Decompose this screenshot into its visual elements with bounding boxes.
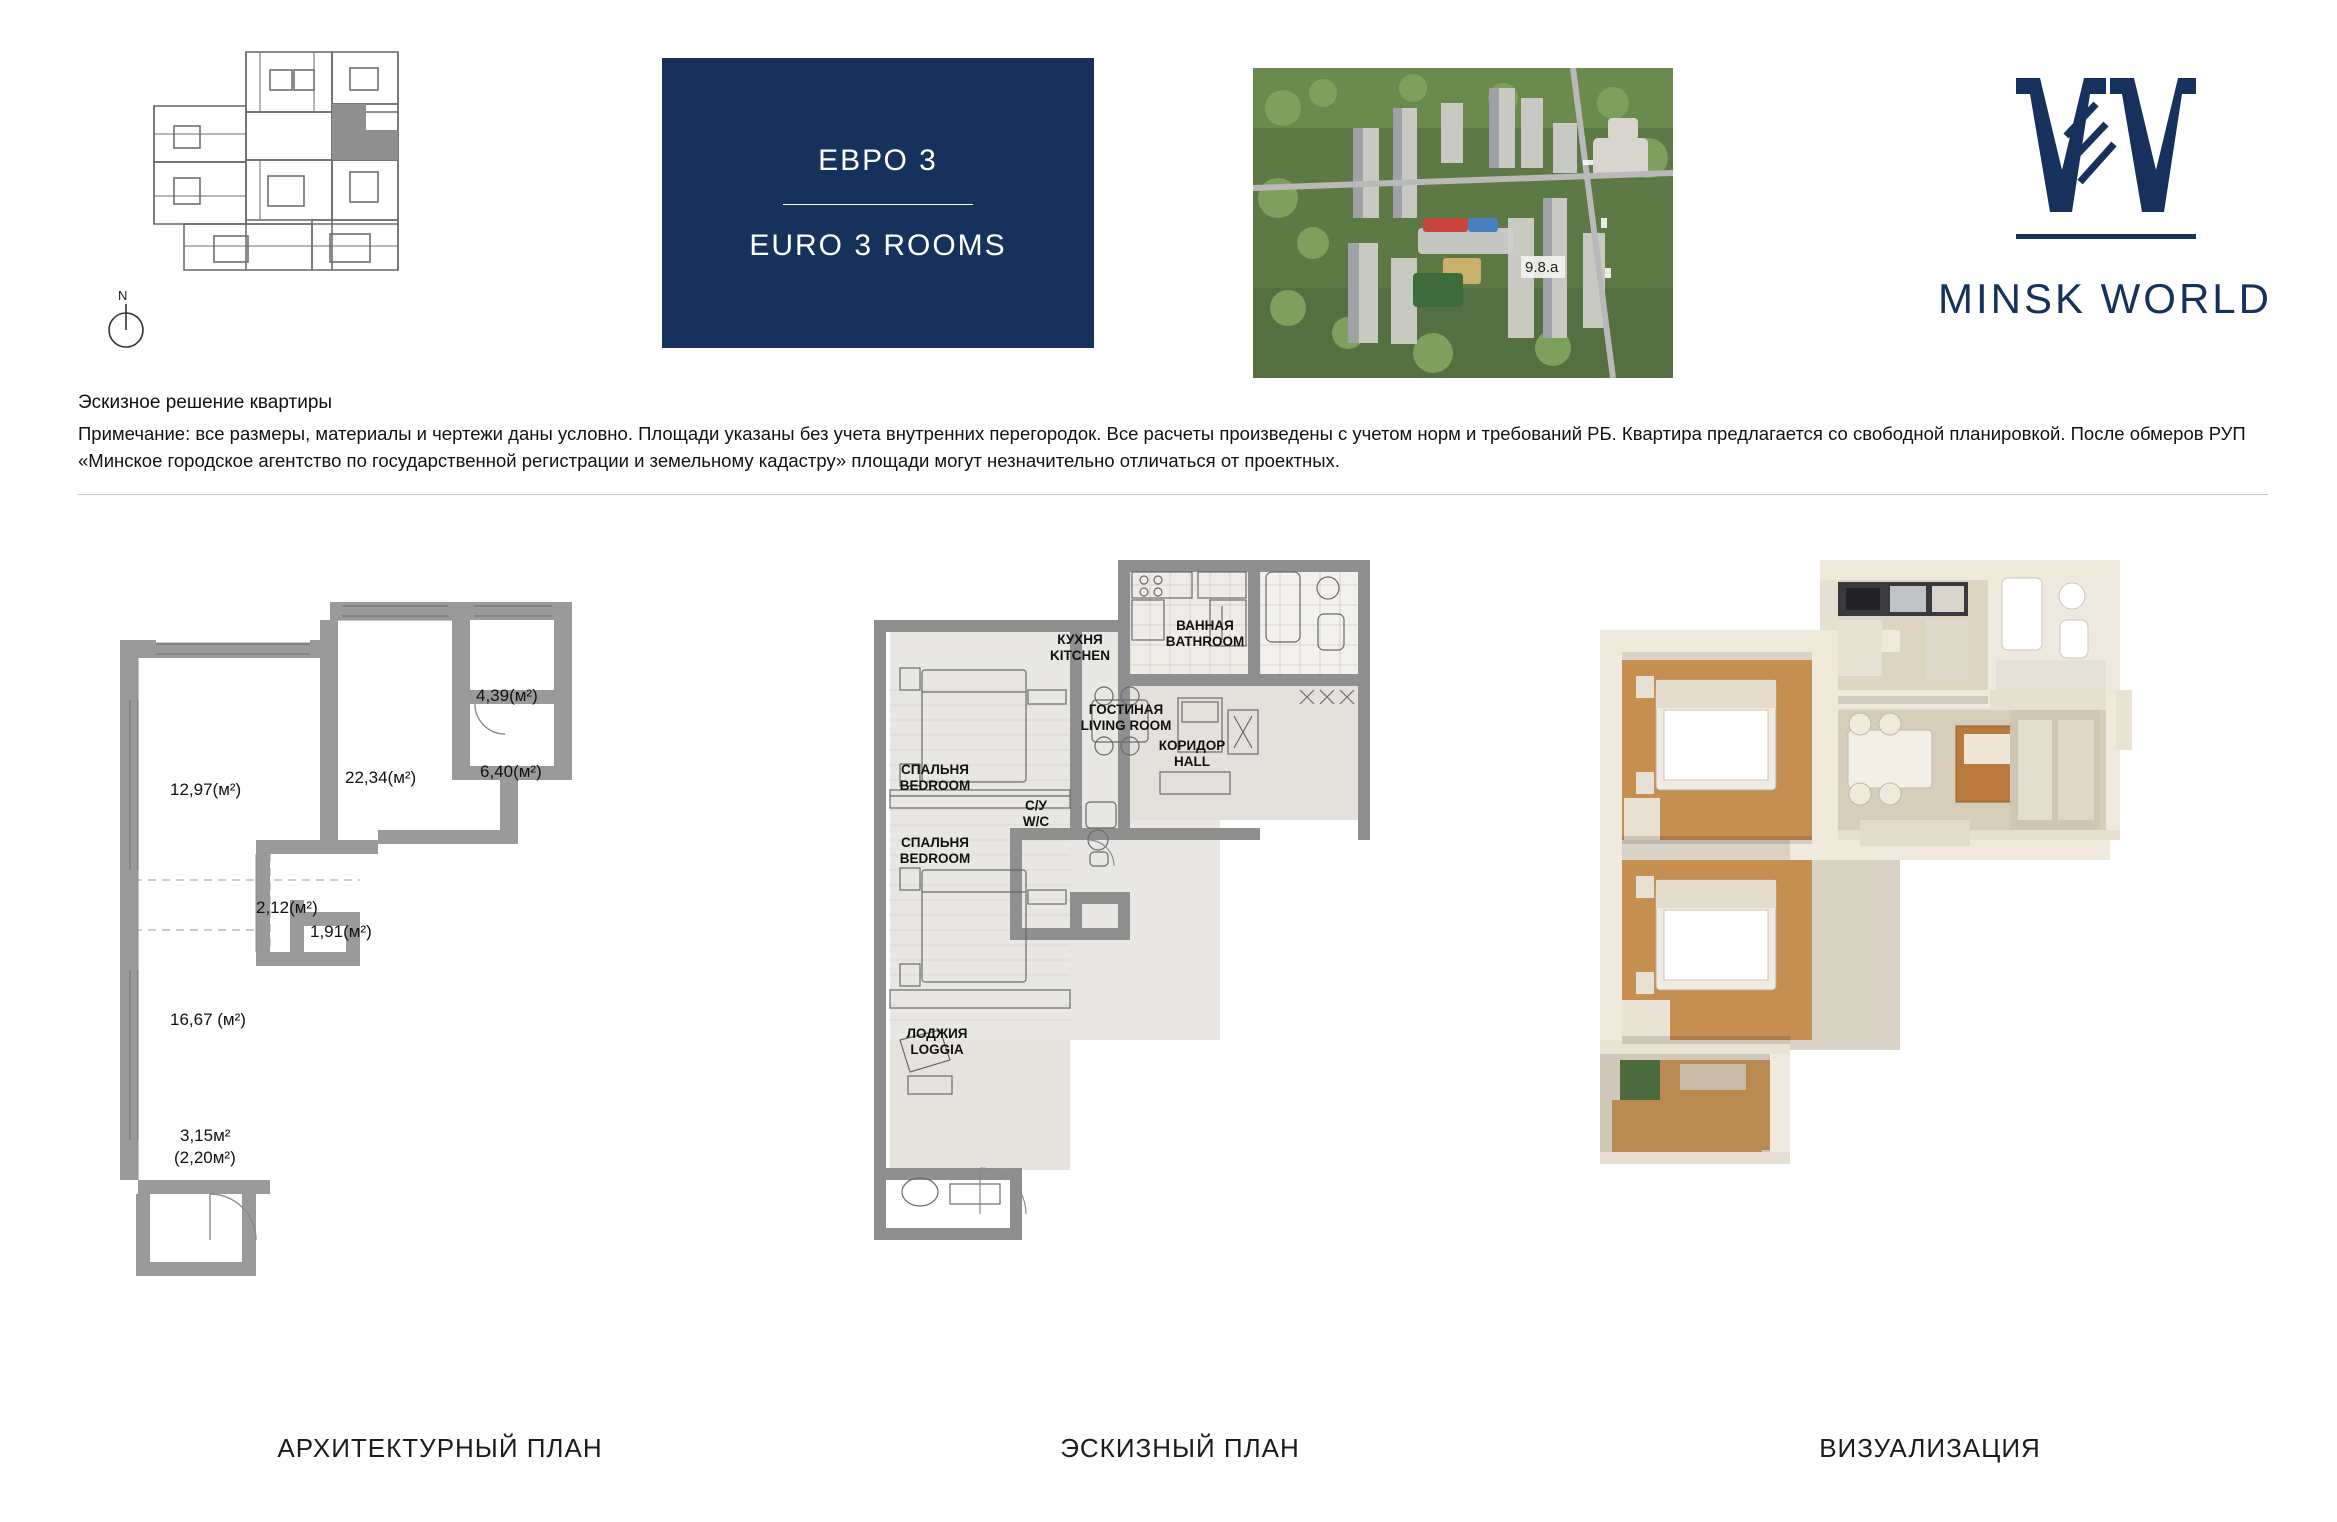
room-label-en: KITCHEN [1050, 647, 1110, 663]
compass-north [98, 290, 162, 354]
notes-body: Примечание: все размеры, материалы и чертежи даны условно. Площади указаны без учета внутренних перегородок. Все расчеты произведены с учетом норм и требований РБ. Квартира предлагается со свободной планировкой. После обмеров РУП «Минское городское агентство по государственной регистрации и земельному кадастру» площади могут незначительно отличаться от проектных. [78, 423, 2246, 471]
caption-architectural: АРХИТЕКТУРНЫЙ ПЛАН [277, 1433, 603, 1463]
area-label: 22,34(м²) [345, 768, 417, 787]
title-divider [783, 204, 973, 205]
area-label: 12,97(м²) [170, 780, 242, 799]
area-label: (2,20м²) [174, 1148, 236, 1167]
building-keyplan [118, 46, 508, 296]
room-label-ru: СПАЛЬНЯ [901, 835, 969, 850]
room-label-ru: СПАЛЬНЯ [901, 762, 969, 777]
room-label-en: BEDROOM [899, 777, 971, 793]
visualization-render [1560, 540, 2300, 1340]
apartment-type-title [662, 58, 1094, 348]
title-en: EURO 3 ROOMS [749, 228, 1007, 262]
document-header [0, 28, 2337, 358]
notes-block [78, 392, 2268, 475]
header-divider [78, 494, 2268, 495]
aerial-marker-label: 9.8.а [1525, 259, 1559, 276]
architectural-plan-column [60, 540, 820, 1470]
room-label-en: HALL [1174, 753, 1210, 769]
room-label-hall [1142, 738, 1242, 769]
room-label-en: LOGGIA [910, 1041, 964, 1057]
room-label-ru: КОРИДОР [1158, 738, 1226, 753]
architectural-plan-drawing [60, 540, 820, 1340]
area-label: 3,15м² [180, 1126, 231, 1145]
caption-sketch: ЭСКИЗНЫЙ ПЛАН [1060, 1433, 1300, 1463]
room-label-ru: ЛОДЖИЯ [906, 1026, 968, 1041]
visualization-column [1560, 540, 2300, 1470]
area-label: 16,67 (м²) [170, 1010, 246, 1029]
room-label-wc [1008, 798, 1064, 829]
sketch-plan-column [830, 540, 1530, 1470]
sketch-plan-drawing [830, 540, 1530, 1340]
area-label: 4,39(м²) [476, 686, 538, 705]
room-label-bedroom-1 [880, 762, 990, 793]
room-label-en: BEDROOM [899, 850, 971, 866]
area-label: 2,12(м²) [256, 898, 318, 917]
room-label-loggia [882, 1026, 992, 1057]
area-label: 1,91(м²) [310, 922, 372, 941]
aerial-photo [1253, 68, 1673, 378]
room-label-ru: ГОСТИНАЯ [1088, 702, 1164, 717]
room-label-ru: С/У [1025, 798, 1047, 813]
room-label-living [1066, 702, 1186, 733]
room-label-en: LIVING ROOM [1080, 717, 1172, 733]
compass-label: N [118, 288, 128, 303]
caption-visualization: ВИЗУАЛИЗАЦИЯ [1819, 1433, 2041, 1463]
room-label-en: W/C [1022, 813, 1050, 829]
plans-row [0, 540, 2337, 1470]
area-label: 6,40(м²) [480, 762, 542, 781]
room-label-kitchen [1035, 632, 1125, 663]
room-label-en: BATHROOM [1165, 633, 1245, 649]
brand-name: MINSK WORLD [1937, 275, 2272, 322]
room-label-ru: КУХНЯ [1057, 632, 1103, 647]
logo-mark [1905, 74, 2305, 257]
room-label-ru: ВАННАЯ [1176, 618, 1234, 633]
notes-title: Эскизное решение квартиры [78, 392, 333, 413]
room-label-bedroom-2 [880, 835, 990, 866]
room-label-bathroom [1150, 618, 1260, 649]
title-ru: ЕВРО 3 [818, 143, 938, 177]
brand-logo [1905, 68, 2305, 358]
